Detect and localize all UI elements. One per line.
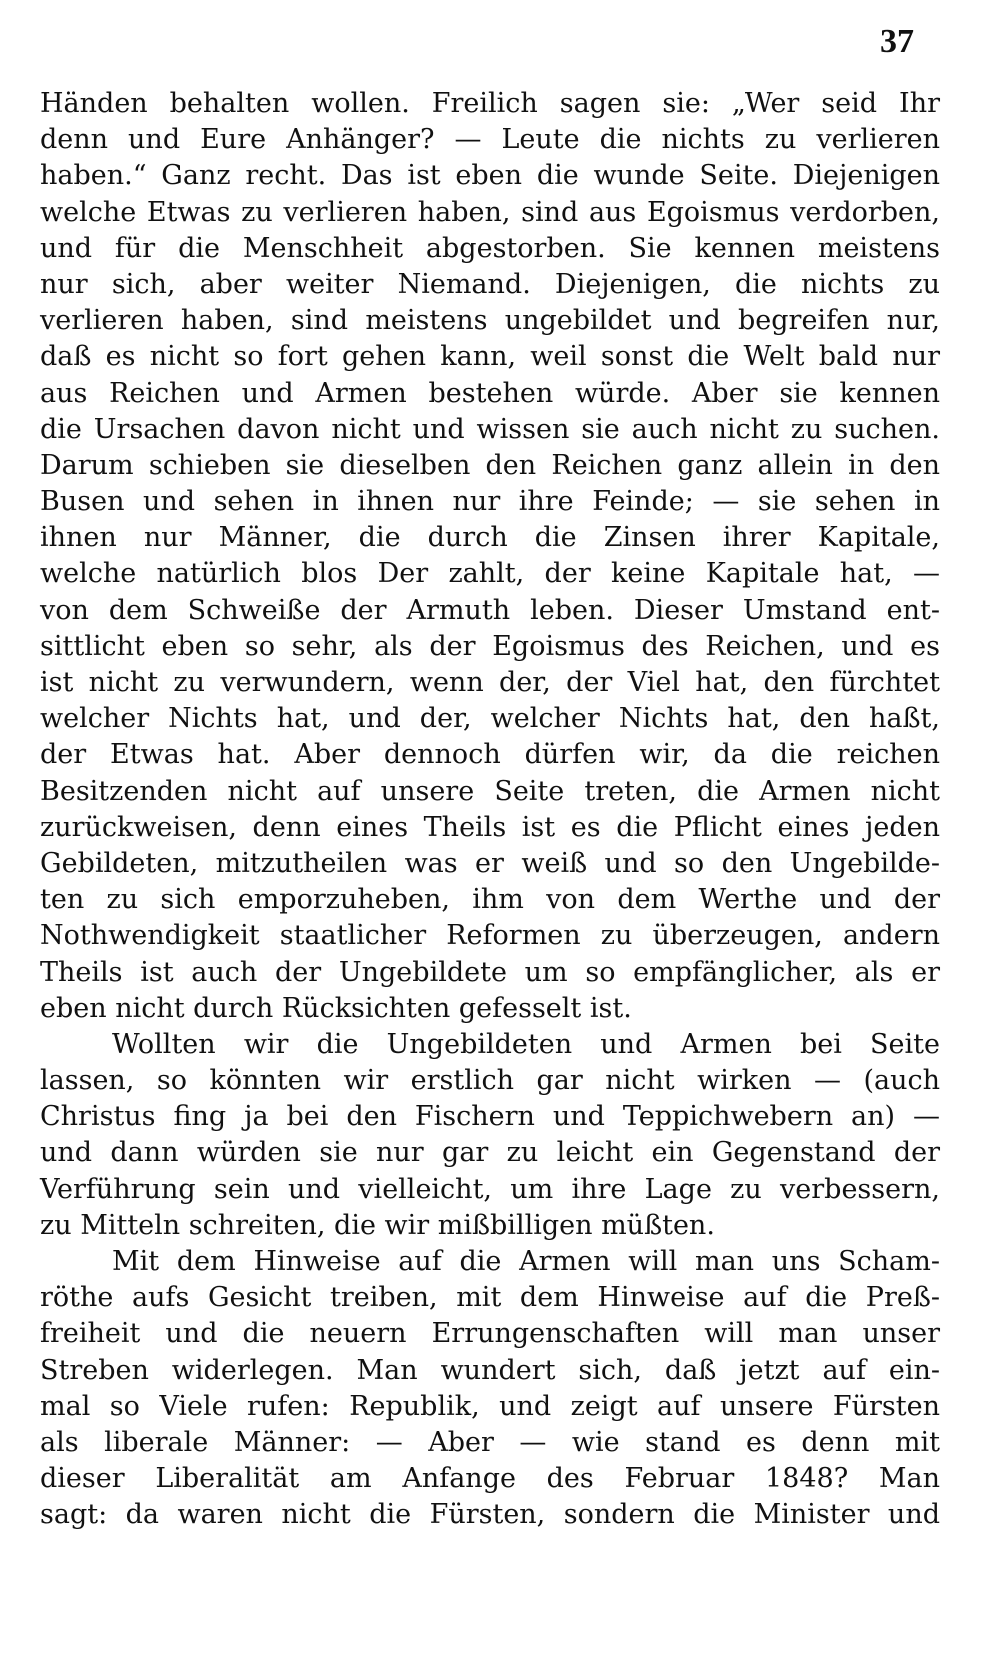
text-line: röthe aufs Gesicht treiben, mit dem Hinweise auf die Preß- — [40, 1282, 940, 1314]
paragraph-start-line: Wollten wir die Ungebildeten und Armen bei Seite — [112, 1028, 940, 1060]
text-line: sittlicht eben so sehr, als der Egoismus des Reichen, und es — [40, 630, 940, 662]
text-line: Theils ist auch der Ungebildete um so empfänglicher, als er — [40, 956, 940, 988]
text-line: haben.“ Ganz recht. Das ist eben die wunde Seite. Diejenigen — [40, 160, 940, 192]
text-line: welche natürlich blos Der zahlt, der keine Kapitale hat, — — [40, 558, 940, 590]
text-line: Darum schieben sie dieselben den Reichen ganz allein in den — [40, 449, 940, 481]
text-line: Christus fing ja bei den Fischern und Teppichwebern an) — — [40, 1101, 940, 1133]
text-line: und dann würden sie nur gar zu leicht ein Gegenstand der — [40, 1137, 940, 1169]
text-line: Besitzenden nicht auf unsere Seite treten, die Armen nicht — [40, 775, 940, 807]
text-line: die Ursachen davon nicht und wissen sie auch nicht zu suchen. — [40, 413, 940, 445]
text-line: lassen, so könnten wir erstlich gar nicht wirken — (auch — [40, 1065, 940, 1097]
text-line: daß es nicht so fort gehen kann, weil sonst die Welt bald nur — [40, 341, 940, 373]
text-line: Händen behalten wollen. Freilich sagen sie: „Wer seid Ihr — [40, 88, 940, 119]
text-line: ist nicht zu verwundern, wenn der, der Viel hat, den fürchtet — [40, 667, 940, 698]
text-line: zurückweisen, denn eines Theils ist es die Pflicht eines jeden — [40, 811, 940, 843]
text-line: Gebildeten, mitzutheilen was er weiß und so den Ungebilde- — [40, 847, 940, 879]
page-number: 37 — [880, 23, 914, 60]
text-line: verlieren haben, sind meistens ungebildet und begreifen nur, — [40, 305, 940, 337]
text-line: Verführung sein und vielleicht, um ihre Lage zu verbessern, — [40, 1173, 940, 1205]
text-line: dieser Liberalität am Anfange des Februar 1848? Man — [40, 1463, 940, 1495]
text-line: welche Etwas zu verlieren haben, sind aus Egoismus verdorben, — [40, 196, 940, 228]
text-line: welcher Nichts hat, und der, welcher Nichts hat, den haßt, — [40, 703, 940, 735]
text-line: von dem Schweiße der Armuth leben. Dieser Umstand ent- — [40, 594, 940, 626]
text-line: Streben widerlegen. Man wundert sich, daß jetzt auf ein- — [40, 1354, 940, 1386]
text-line: Busen und sehen in ihnen nur ihre Feinde; — sie sehen in — [40, 486, 940, 518]
text-line: als liberale Männer: — Aber — wie stand es denn mit — [40, 1426, 940, 1458]
text-line: und für die Menschheit abgestorben. Sie kennen meistens — [40, 232, 940, 264]
text-line: freiheit und die neuern Errungenschaften will man unser — [40, 1318, 940, 1350]
text-line: mal so Viele rufen: Republik, und zeigt auf unsere Fürsten — [40, 1390, 940, 1422]
text-line: nur sich, aber weiter Niemand. Diejenigen, die nichts zu — [40, 268, 940, 300]
paragraph-start-line: Mit dem Hinweise auf die Armen will man uns Scham- — [112, 1246, 940, 1277]
text-line: zu Mitteln schreiten, die wir mißbilligen müßten. — [40, 1209, 715, 1241]
text-line: der Etwas hat. Aber dennoch dürfen wir, da die reichen — [40, 739, 940, 771]
text-line: ten zu sich emporzuheben, ihm von dem Werthe und der — [40, 884, 940, 916]
text-line: denn und Eure Anhänger? — Leute die nichts zu verlieren — [40, 124, 940, 156]
text-line: aus Reichen und Armen bestehen würde. Aber sie kennen — [40, 377, 940, 409]
text-line: Nothwendigkeit staatlicher Reformen zu überzeugen, andern — [40, 920, 940, 952]
body-text — [40, 86, 940, 1534]
text-line: ihnen nur Männer, die durch die Zinsen ihrer Kapitale, — [40, 522, 940, 554]
text-line: sagt: da waren nicht die Fürsten, sondern die Minister und — [40, 1499, 940, 1531]
text-line: eben nicht durch Rücksichten gefesselt ist. — [40, 992, 632, 1024]
